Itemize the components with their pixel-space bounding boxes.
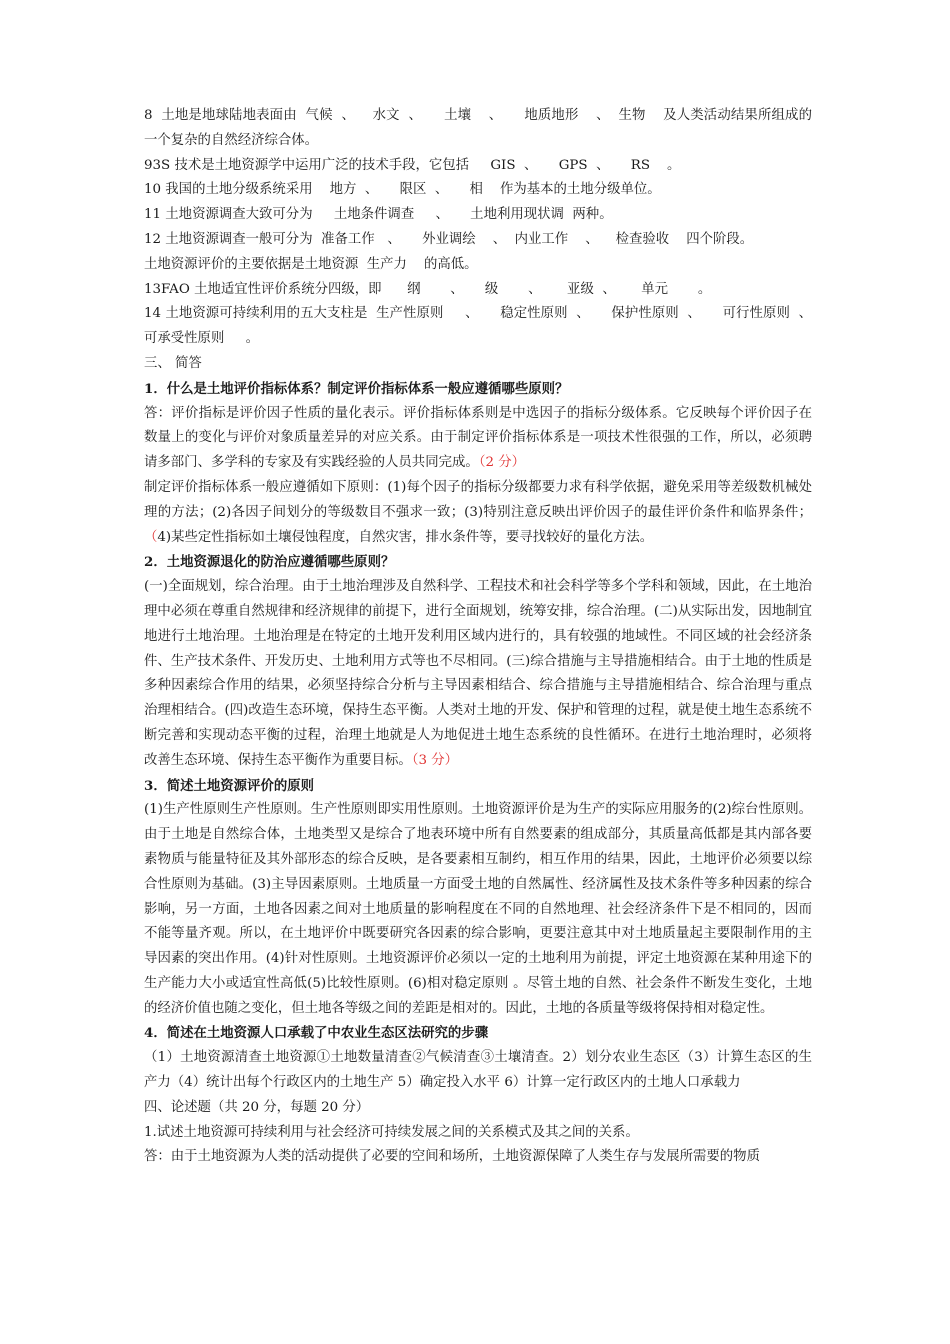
essay-question-1-title: 1.试述土地资源可持续利用与社会经济可持续发展之间的关系模式及其之间的关系。 [144,1124,639,1140]
question-3-answer: (1)生产性原则生产性原则。生产性原则即实用性原则。土地资源评价是为生产的实际应用服务的(2)综台性原则。由于土地是自然综合体，土地类型又是综合了地表环境中所有自然要素的组成部分，其质量高低都是其内部各要素物质与能量特征及其外部形态的综合反映，是各要素相互制约，相互作用的结果，因此，土地评价必须要以综合性原则为基础。(3)主导因素原则。土地质量一方面受土地的自然属性、经济属性及技术条件等多种因素的综合影响，另一方面，土地各因素之间对土地质量的影响程度在不同的自然地理、社会经济条件下是不相同的，因而不能等量齐观。所以，在土地评价中既要研究各因素的综合影响，更要注意其中对土地质量起主要限制作用的主导因素的突出作用。(4)针对性原则。土地资源评价必须以一定的土地利用为前提，评定土地资源在某种用途下的生产能力大小或适宜性高低(5)比较性原则。(6)相对稳定原则 。尽管土地的自然、社会条件不断发生变化，土地的经济价值也随之变化，但土地各等级之间的差距是相对的。因此，土地的各质量等级将保持相对稳定性。 [144,802,812,1016]
answer-text: 4)某些定性指标如土壤侵蚀程度，自然灾害，排水条件等，要寻找较好的量化方法。 [157,529,654,545]
fill-blank-12: 12 土地资源调查一般可分为 准备工作 、 外业调绘 、 内业工作 、 检查验收 四个阶段。 [144,231,754,247]
score-mark: （ [144,529,158,545]
question-4-title: 4．简述在土地资源人口承载了中农业生态区法研究的步骤 [144,1025,489,1042]
answer-text: 制定评价指标体系一般应遵循如下原则：(1)每个因子的指标分级都要力求有科学依据，避免采用等差级数机械处理的方法；(2)各因子间划分的等级数目不强求一致；(3)特别注意反映出评价因子的最佳评价条件和临界条件； [144,479,812,520]
question-2-title: 2．土地资源退化的防治应遵循哪些原则？ [144,554,395,571]
question-1-answer-part2 [144,476,812,550]
section-heading-short-answer: 三、 简答 [144,355,202,371]
question-1-answer-part1 [144,402,812,476]
question-2-answer [144,575,812,773]
document-page [144,104,821,1170]
fill-blank-10: 10 我国的土地分级系统采用 地方 、 限区 、 相 作为基本的土地分级单位。 [144,182,661,198]
answer-text: 答：评价指标是评价因子性质的量化表示。评价指标体系则是中选因子的指标分级体系。它反映每个评价因子在数量上的变化与评价对象质量差异的对应关系。由于制定评价指标体系是一项技术性很强的工作，所以，必须聘请多部门、多学科的专家及有实践经验的人员共同完成。 [144,405,812,471]
fill-blank-8: 8 土地是地球陆地表面由 气候 、 水文 、 土壤 、 地质地形 、 生物 及人类活动结果所组成的一个复杂的自然经济综合体。 [144,108,812,148]
question-3-title: 3．简述土地资源评价的原则 [144,777,315,794]
answer-text: (一)全面规划，综合治理。由于土地治理涉及自然科学、工程技术和社会科学等多个学科和领域，因此，在土地治理中必须在尊重自然规律和经济规律的前提下，进行全面规划，统筹安排，综合治理。(二)从实际出发，因地制宜地进行土地治理。土地治理是在特定的土地开发利用区域内进行的，具有较强的地域性。不同区域的社会经济条件、生产技术条件、开发历史、土地利用方式等也不尽相同。(三)综合措施与主导措施相结合。由于土地的性质是多种因素综合作用的结果，必须坚持综合分析与主导因素相结合、综合措施与主导措施相结合、综合治理与重点治理相结合。(四)改造生态环境，保持生态平衡。人类对土地的开发、保护和管理的过程，就是使土地生态系统不断完善和实现动态平衡的过程，治理土地就是人为地促进土地生态系统的良性循环。在进行土地治理时，必须将改善生态环境、保持生态平衡作为重要目标。 [144,579,812,768]
score-label: （2 分） [478,455,526,471]
question-4-answer: （1）土地资源清查土地资源①土地数量清查②气候清查③土壤清查。2）划分农业生态区（3）计算生态区的生产力（4）统计出每个行政区内的土地生产 5）确定投入水平 6）计算一定行政区内的土地人口承载力 [144,1050,812,1091]
fill-blank-9: 93S 技术是土地资源学中运用广泛的技术手段，它包括 GIS 、 GPS 、 RS 。 [144,157,681,173]
score-label: （3 分） [411,752,459,768]
section-heading-essay: 四、论述题（共 20 分，每题 20 分） [144,1099,370,1115]
question-1-title: 1．什么是土地评价指标体系？制定评价指标体系一般应遵循哪些原则？ [144,380,569,397]
fill-blank-13: 13FAO 土地适宜性评价系统分四级，即 纲 、 级 、 亚级 、 单元 。 [144,281,712,297]
fill-blank-12b: 土地资源评价的主要依据是土地资源 生产力 的高低。 [144,256,478,272]
essay-question-1-answer: 答：由于土地资源为人类的活动提供了必要的空间和场所，土地资源保障了人类生存与发展所需要的物质 [144,1149,760,1165]
fill-blank-11: 11 土地资源调查大致可分为 土地条件调查 、 土地利用现状调 两种。 [144,207,613,223]
fill-blank-14: 14 土地资源可持续利用的五大支柱是 生产性原则 、 稳定性原则 、 保护性原则 、 可行性原则 、 可承受性原则 。 [144,306,821,347]
